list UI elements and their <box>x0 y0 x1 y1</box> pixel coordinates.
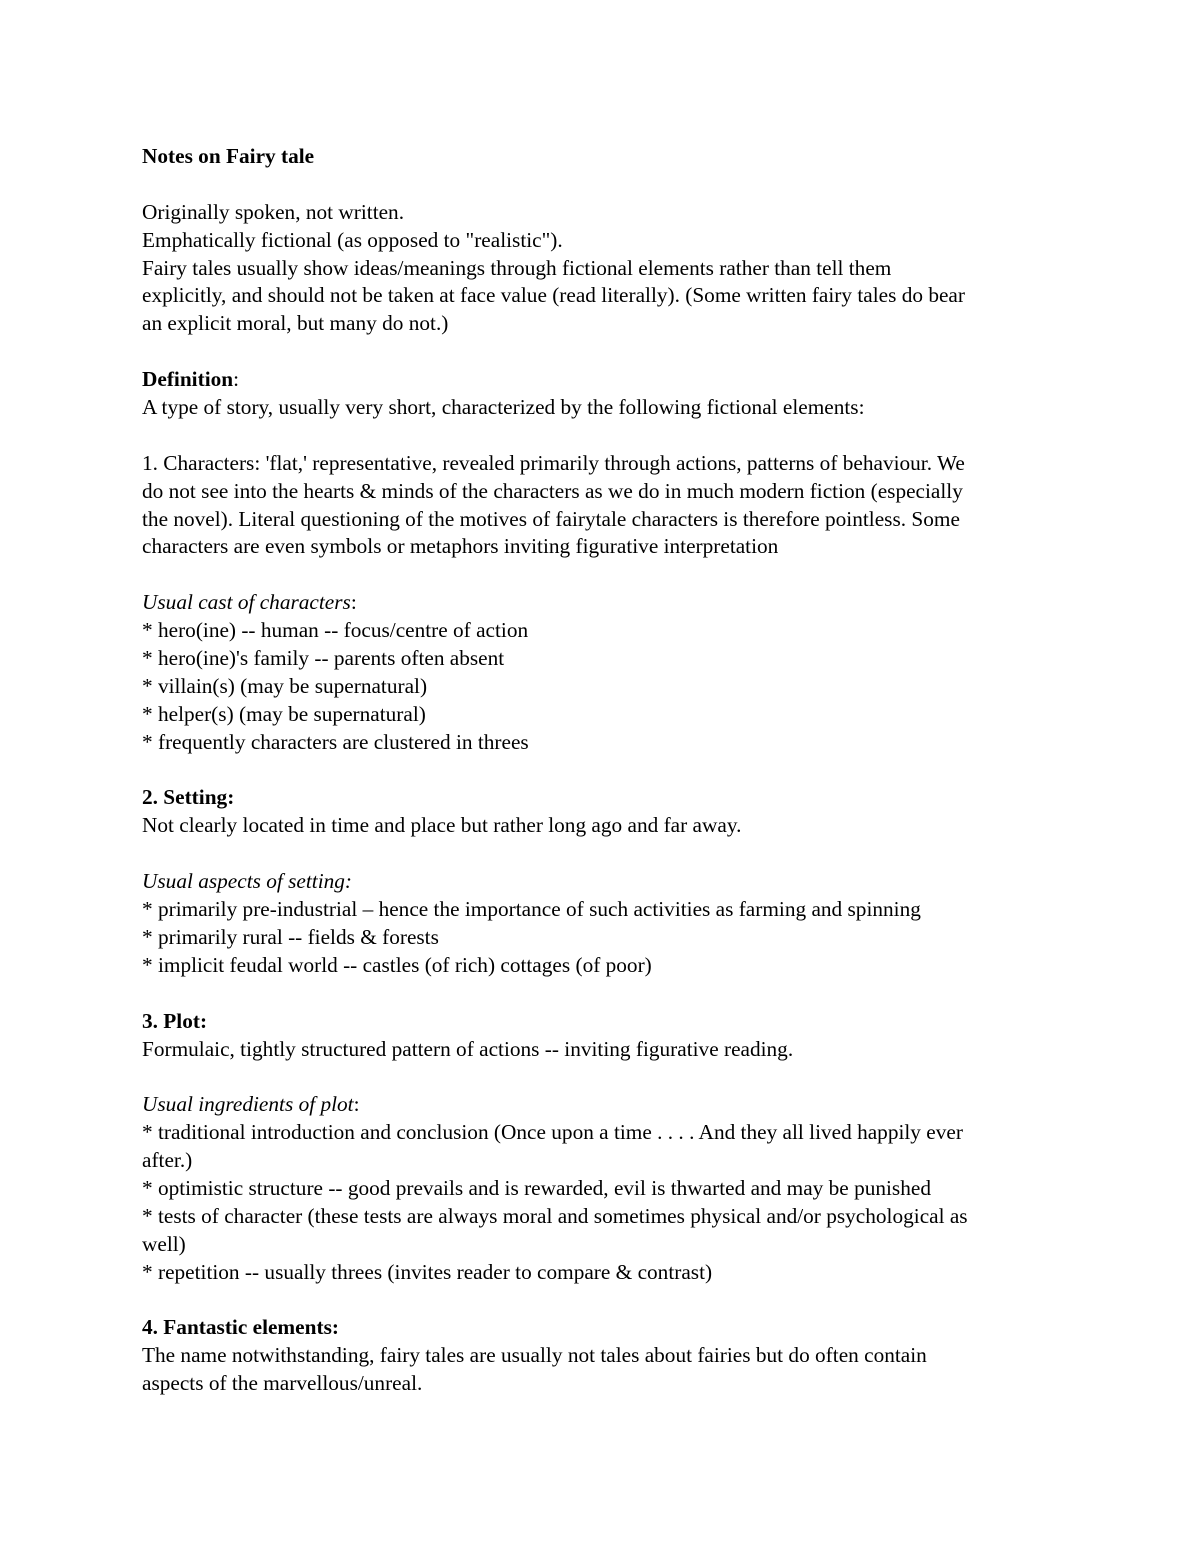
fantastic-heading: 4. Fantastic elements: <box>142 1315 339 1340</box>
characters-list-item: * hero(ine)'s family -- parents often absent <box>142 646 505 671</box>
plot-list-item: * tests of character (these tests are always moral and sometimes physical and/or psychological as <box>142 1203 968 1228</box>
plot-list-item: well) <box>142 1231 186 1256</box>
setting-text: Not clearly located in time and place but rather long ago and far away. <box>142 813 742 838</box>
intro-line: explicitly, and should not be taken at face value (read literally). (Some written fairy tales do bear <box>142 283 965 308</box>
setting-list-item: * primarily rural -- fields & forests <box>142 924 439 949</box>
characters-subheading-label: Usual cast of characters <box>142 590 351 615</box>
fantastic-text-line: aspects of the marvellous/unreal. <box>142 1371 423 1396</box>
definition-heading-colon: : <box>233 367 240 392</box>
plot-subheading <box>142 1091 1062 1119</box>
plot-subheading-colon: : <box>353 1092 360 1117</box>
definition-text: A type of story, usually very short, characterized by the following fictional elements: <box>142 395 865 420</box>
document-title: Notes on Fairy tale <box>142 144 315 168</box>
plot-list-item: * optimistic structure -- good prevails and is rewarded, evil is thwarted and may be punished <box>142 1175 931 1200</box>
setting-list-item: * implicit feudal world -- castles (of rich) cottages (of poor) <box>142 952 652 977</box>
plot-heading: 3. Plot: <box>142 1008 208 1033</box>
characters-text-line: the novel). Literal questioning of the motives of fairytale characters is therefore pointless. Some <box>142 506 960 531</box>
characters-list-item: * hero(ine) -- human -- focus/centre of action <box>142 618 529 643</box>
setting-list-item: * primarily pre-industrial – hence the importance of such activities as farming and spinning <box>142 897 921 922</box>
plot-list-item: * repetition -- usually threes (invites reader to compare & contrast) <box>142 1259 713 1284</box>
characters-list-item: * frequently characters are clustered in threes <box>142 729 529 754</box>
fantastic-text-line: The name notwithstanding, fairy tales are usually not tales about fairies but do often contain <box>142 1343 927 1368</box>
setting-heading: 2. Setting: <box>142 785 235 810</box>
characters-list-item: * villain(s) (may be supernatural) <box>142 673 428 698</box>
plot-list-item: * traditional introduction and conclusion (Once upon a time . . . . And they all lived happily ever <box>142 1120 963 1145</box>
definition-heading <box>142 366 1062 394</box>
intro-line: an explicit moral, but many do not.) <box>142 311 449 336</box>
setting-subheading: Usual aspects of setting: <box>142 869 352 894</box>
intro-line: Fairy tales usually show ideas/meanings through fictional elements rather than tell them <box>142 255 892 280</box>
characters-text-line: 1. Characters: 'flat,' representative, revealed primarily through actions, patterns of behaviour. We <box>142 450 965 475</box>
characters-list-item: * helper(s) (may be supernatural) <box>142 701 426 726</box>
characters-text-line: do not see into the hearts & minds of the characters as we do in much modern fiction (especially <box>142 478 963 503</box>
intro-line: Emphatically fictional (as opposed to "realistic"). <box>142 227 563 252</box>
characters-subheading-colon: : <box>350 590 357 615</box>
plot-list-item: after.) <box>142 1148 193 1173</box>
intro-line: Originally spoken, not written. <box>142 199 405 224</box>
characters-text-line: characters are even symbols or metaphors inviting figurative interpretation <box>142 534 779 559</box>
definition-heading-label: Definition <box>142 367 234 392</box>
characters-subheading <box>142 589 1062 617</box>
document-body <box>142 143 1062 1398</box>
plot-subheading-label: Usual ingredients of plot <box>142 1092 354 1117</box>
plot-text: Formulaic, tightly structured pattern of actions -- inviting figurative reading. <box>142 1036 794 1061</box>
